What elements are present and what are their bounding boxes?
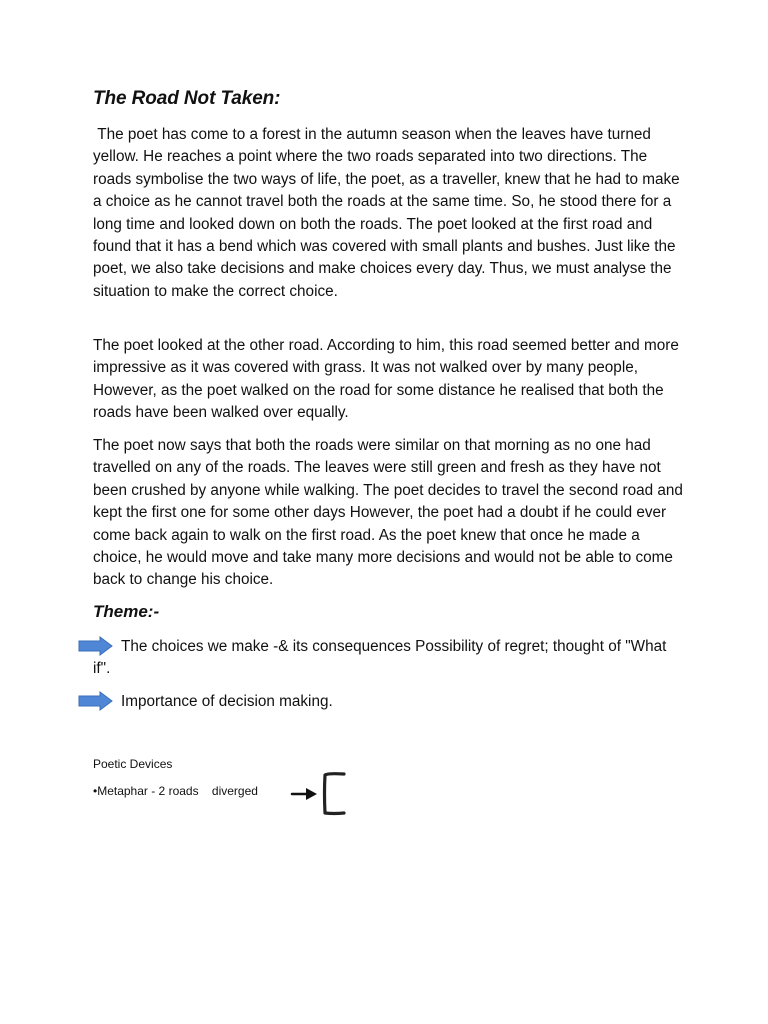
- theme-heading: Theme:-: [93, 602, 160, 621]
- paragraph-2: The poet looked at the other road. According to him, this road seemed better and more impressive as it was covered with grass. It was not walked over by many people, However, as the poet walked on the road for some distance he realised that both the roads have been walked over equally.: [93, 337, 679, 422]
- paragraph-3: The poet now says that both the roads were similar on that morning as no one had travelled on any of the roads. The leaves were still green and fresh as they have not been crushed by anyone while walking. The poet decides to travel the second road and kept the first one for some other days However, the poet had a doubt if he could ever come back again to walk on the first road. As the poet knew that once he made a choice, he would move and take many more decisions and would not be able to come back to change his choice.: [93, 437, 683, 589]
- notes-heading: Poetic Devices: [93, 757, 173, 771]
- theme-point-2-text: Importance of decision making.: [121, 693, 333, 710]
- theme-point-1-text: The choices we make -& its consequences Possibility of regret; thought of "What if".: [93, 638, 667, 678]
- document-title: The Road Not Taken:: [93, 88, 281, 109]
- hand-drawn-bracket-icon: [320, 771, 348, 817]
- notes-line: •Metaphar - 2 roads diverged: [93, 784, 258, 798]
- hand-drawn-arrow-icon: [290, 786, 320, 802]
- paragraph-1: The poet has come to a forest in the autumn season when the leaves have turned yellow. He reaches a point where the two roads separated into two directions. The roads symbolise the two ways of life, the poet, as a traveller, knew that he had to make a choice as he cannot travel both the roads at the same time. So, he stood there for a long time and looked down on both the roads. The poet looked at the first road and found that it has a bend which was covered with small plants and bushes. Just like the poet, we also take decisions and make choices every day. Thus, we must analyse the situation to make the correct choice.: [93, 126, 684, 300]
